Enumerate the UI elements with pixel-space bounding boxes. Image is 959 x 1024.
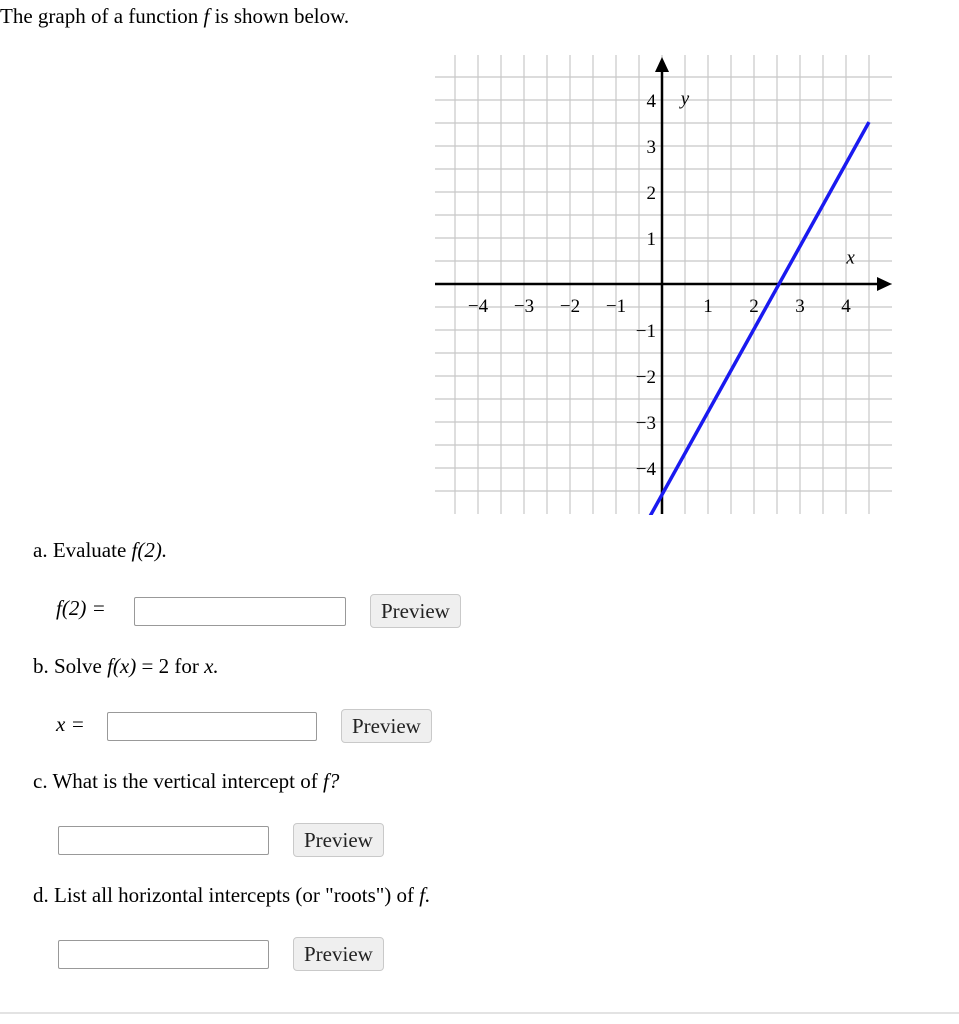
- question-b-expr: f(x): [107, 654, 137, 678]
- x-tick-label: −1: [605, 296, 627, 317]
- question-b-var: x.: [204, 654, 219, 678]
- series: [644, 122, 869, 528]
- question-d-expr: f.: [419, 883, 431, 907]
- x-axis-arrow: [877, 277, 892, 291]
- x-tick-label: −2: [559, 296, 581, 317]
- question-c-text: c. What is the vertical intercept of: [33, 769, 323, 793]
- page-divider: [0, 1012, 959, 1014]
- question-c: [33, 769, 339, 794]
- question-b-text: b. Solve: [33, 654, 108, 678]
- question-a: [33, 538, 167, 563]
- x-tick-label: 3: [795, 296, 805, 317]
- y-tick-label: −3: [635, 413, 656, 434]
- question-d: [33, 883, 430, 908]
- answer-b-label: x =: [56, 712, 85, 736]
- question-a-expr: f(2).: [131, 538, 168, 562]
- intro-suffix: is shown below.: [209, 4, 350, 28]
- y-tick-label: −1: [635, 321, 656, 342]
- question-b: [33, 654, 219, 679]
- y-tick-label: −4: [635, 459, 656, 480]
- question-b-mid: = 2 for: [136, 654, 205, 678]
- x-tick-label: −4: [467, 296, 489, 317]
- x-tick-label: 1: [703, 296, 713, 317]
- answer-b-input[interactable]: [107, 712, 317, 741]
- y-tick-label: 1: [646, 229, 656, 250]
- answer-a-label: f(2) =: [56, 596, 106, 620]
- y-tick-label: −2: [635, 367, 656, 388]
- series-line-f: [644, 122, 869, 528]
- y-tick-label: 4: [646, 91, 656, 112]
- answer-a-input[interactable]: [134, 597, 346, 626]
- question-c-expr: f?: [323, 769, 340, 793]
- x-tick-label: 4: [841, 296, 851, 317]
- intro-prefix: The graph of a function: [0, 4, 204, 28]
- x-tick-label: −3: [513, 296, 535, 317]
- intro-function-name: f: [203, 4, 210, 28]
- answer-d-input[interactable]: [58, 940, 269, 969]
- y-tick-label: 2: [646, 183, 656, 204]
- preview-c-button[interactable]: Preview: [293, 823, 384, 857]
- x-tick-label: 2: [749, 296, 759, 317]
- preview-b-button[interactable]: Preview: [341, 709, 432, 743]
- y-axis-arrow: [655, 57, 669, 72]
- y-tick-label: 3: [646, 137, 656, 158]
- question-a-text: a. Evaluate: [33, 538, 132, 562]
- y-axis-label: y: [680, 88, 690, 110]
- preview-a-button[interactable]: Preview: [370, 594, 461, 628]
- preview-d-button[interactable]: Preview: [293, 937, 384, 971]
- answer-c-input[interactable]: [58, 826, 269, 855]
- x-axis-label: x: [846, 247, 855, 269]
- question-d-text: d. List all horizontal intercepts (or "roots") of: [33, 883, 420, 907]
